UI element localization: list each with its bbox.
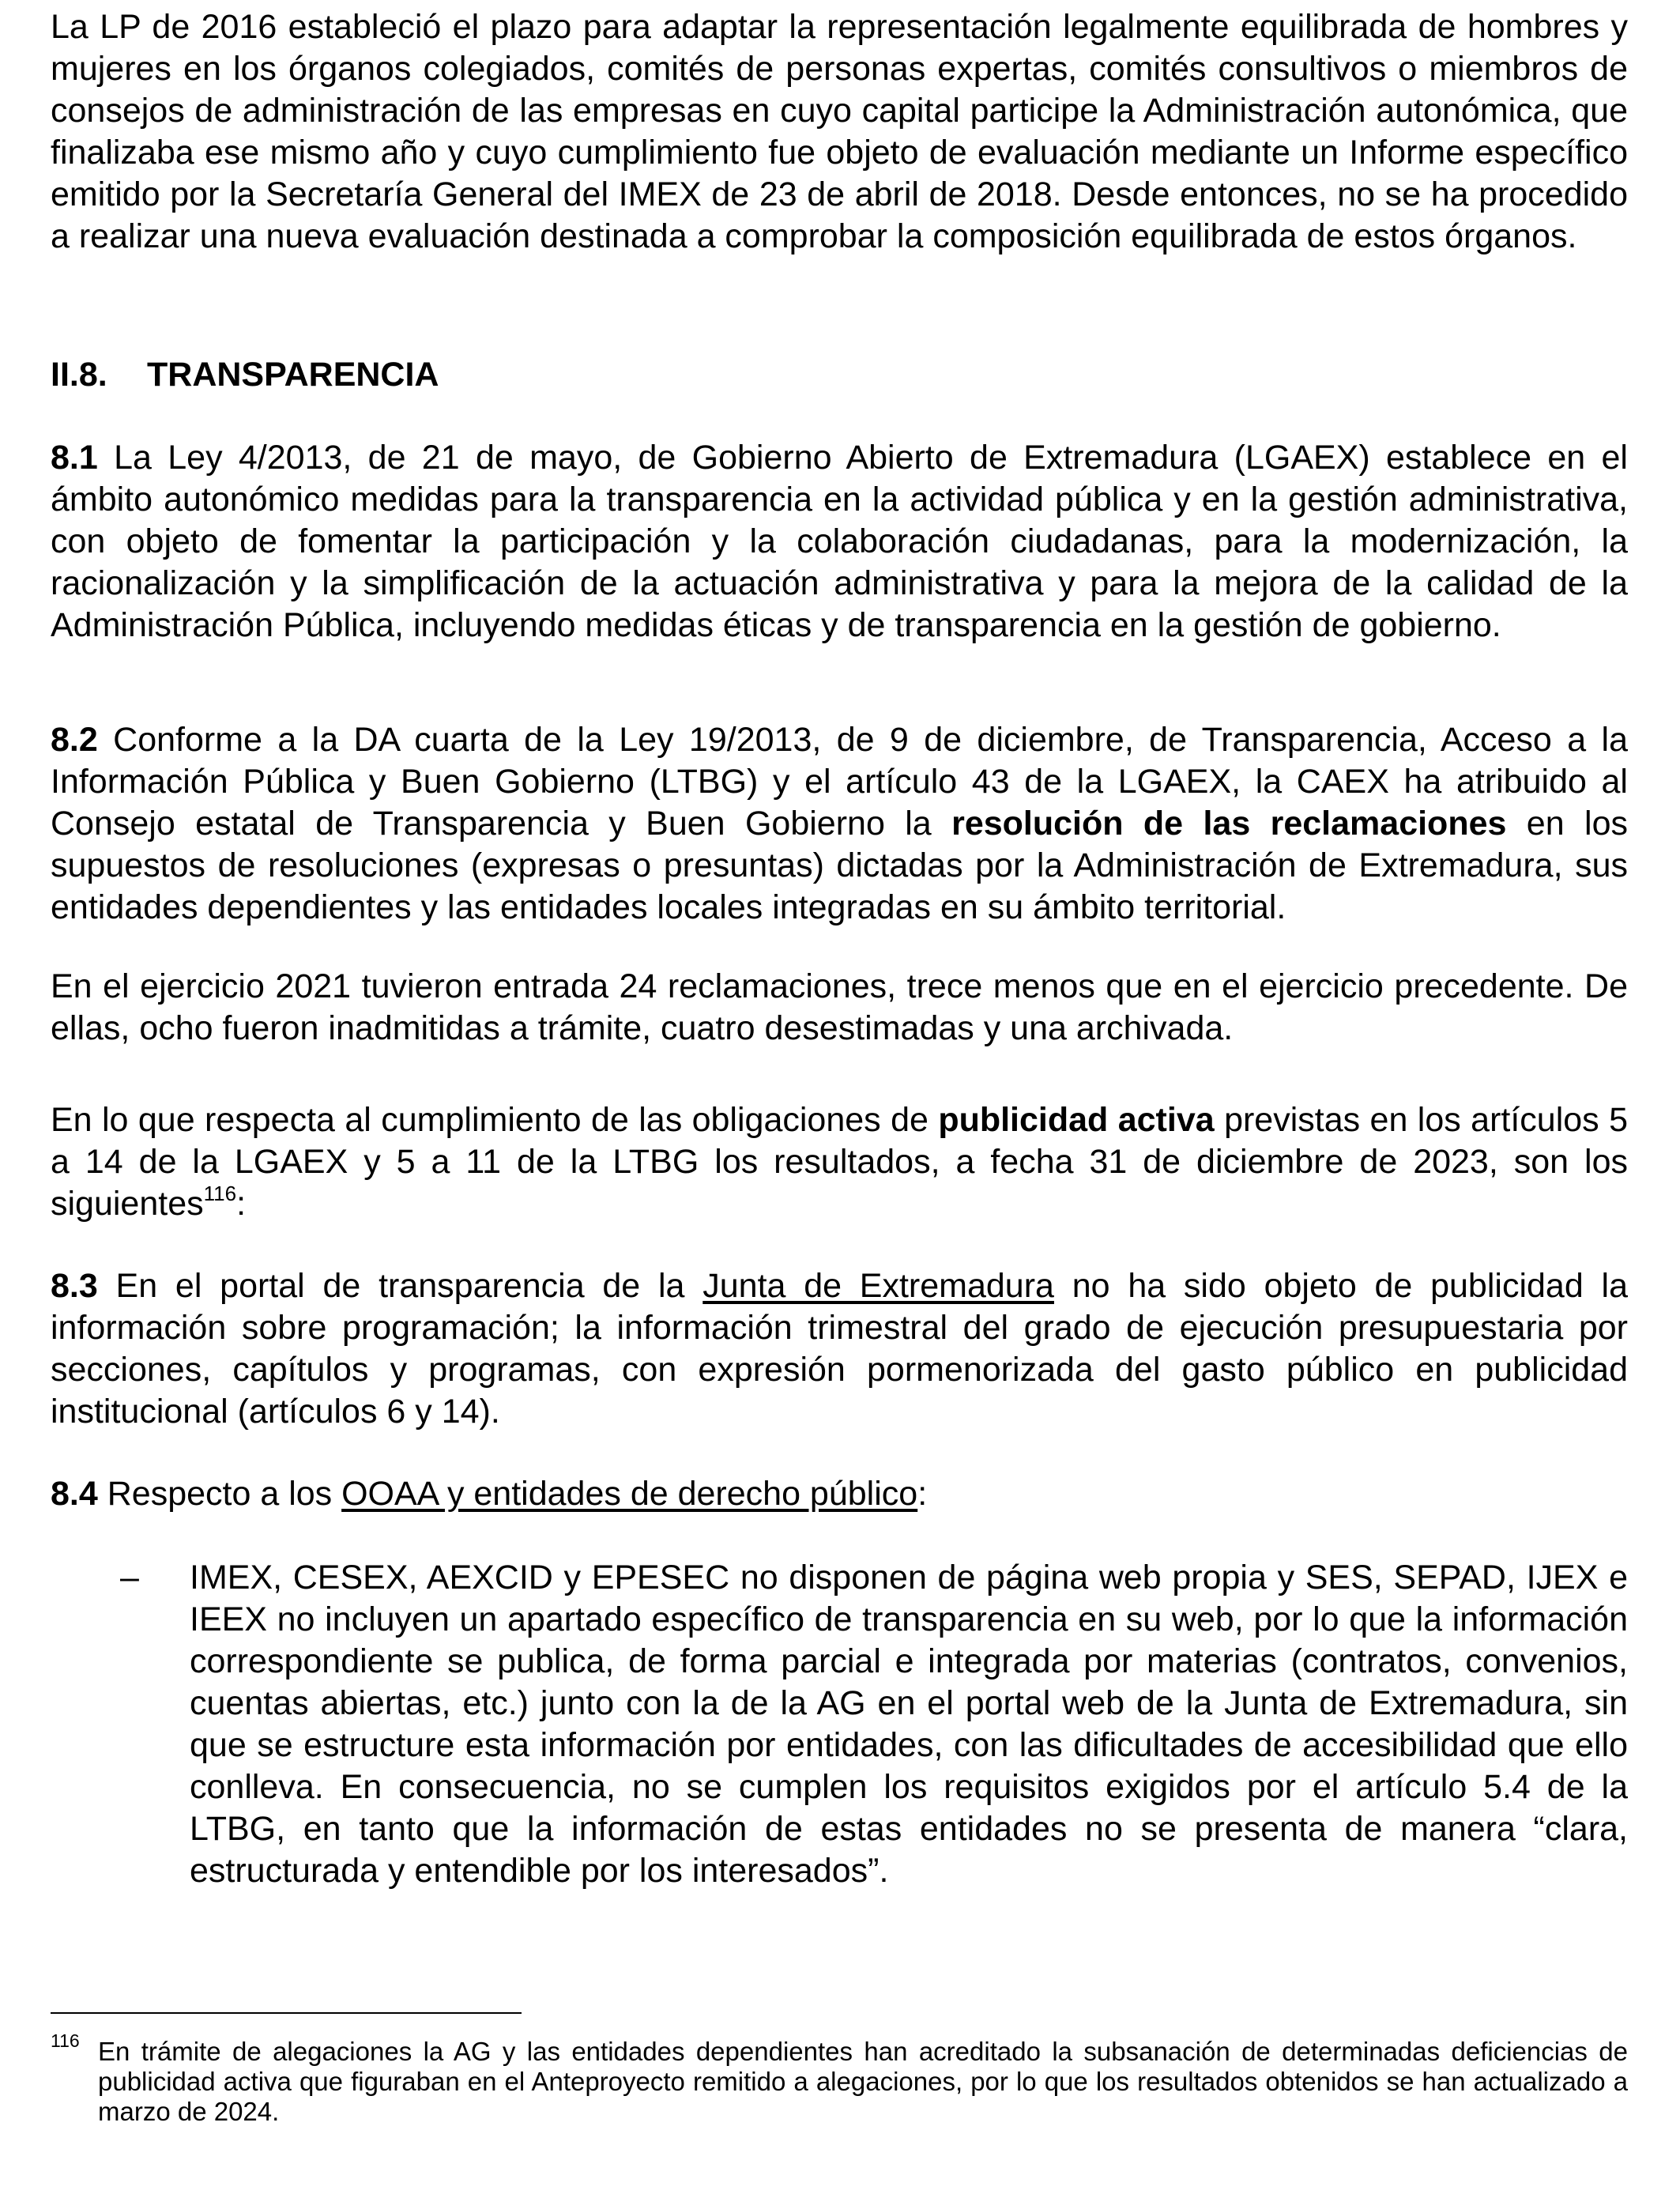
paragraph-text: Conforme a la DA cuarta de la Ley 19/2013, de 9 de diciembre, de Transparencia, Acceso a la Información Pública y Buen Gobierno (LTBG) y el artículo 43 de la LGAEX, la CAEX ha atribuido al Consejo estatal de Transparencia y Buen Gobierno la xyxy=(51,721,1628,843)
paragraph-8-2 xyxy=(51,719,1628,929)
bold-term: resolución de las reclamaciones xyxy=(951,805,1507,843)
paragraph-text: en los supuestos de resoluciones (expresas o presuntas) dictadas por la Administración de Extremadura, sus entidades dependientes y las entidades locales integradas en su ámbito territorial. xyxy=(51,805,1628,926)
paragraph-number: 8.4 xyxy=(51,1475,98,1513)
section-number: II.8. xyxy=(51,356,107,394)
bullet-item: IMEX, CESEX, AEXCID y EPESEC no disponen de página web propia y SES, SEPAD, IJEX e IEEX no incluyen un apartado específico de transparencia en su web, por lo que la información correspondiente se publica, de forma parcial e integrada por materias (contratos, convenios, cuentas abiertas, etc.) junto con la de la AG en el portal web de la Junta de Extremadura, sin que se estructure esta información por entidades, con las dificultades de accesibilidad que ello conlleva. En consecuencia, no se cumplen los requisitos exigidos por el artículo 5.4 de la LTBG, en tanto que la información de estas entidades no se presenta de manera “clara, estructurada y entendible por los interesados”. xyxy=(190,1559,1628,1890)
paragraph-text: La Ley 4/2013, de 21 de mayo, de Gobierno Abierto de Extremadura (LGAEX) establece en el ámbito autonómico medidas para la transparencia en la actividad pública y en la gestión administrativa, con objeto de fomentar la participación y la colaboración ciudadanas, para la modernización, la racionalización y la simplificación de la actuación administrativa y para la mejora de la calidad de la Administración Pública, incluyendo medidas éticas y de transparencia en la gestión de gobierno. xyxy=(51,439,1628,644)
paragraph-text: : xyxy=(917,1475,928,1513)
footnote-reference[interactable]: 116 xyxy=(203,1182,237,1205)
paragraph-8-1 xyxy=(51,437,1628,647)
footnote-separator xyxy=(51,2012,522,2014)
footnote-number: 116 xyxy=(51,2030,80,2051)
paragraph-8-3 xyxy=(51,1265,1628,1433)
paragraph-publicidad-activa xyxy=(51,1099,1628,1225)
paragraph-text: En lo que respecta al cumplimiento de las obligaciones de xyxy=(51,1101,939,1139)
section-title: TRANSPARENCIA xyxy=(147,356,439,394)
paragraph-text: no ha sido objeto de publicidad la información sobre programación; la información trimestral del grado de ejecución presupuestaria por secciones, capítulos y programas, con expresión pormenorizada del gasto público en publicidad institucional (artículos 6 y 14). xyxy=(51,1267,1628,1431)
paragraph-number: 8.1 xyxy=(51,439,98,477)
underlined-term: Junta de Extremadura xyxy=(703,1267,1054,1305)
section-heading xyxy=(51,354,439,396)
bullet-dash: – xyxy=(120,1559,139,1596)
paragraph-text: previstas en los artículos 5 a 14 de la LGAEX y 5 a 11 de la LTBG los resultados, a fecha 31 de diciembre de 2023, son los siguientes xyxy=(51,1101,1628,1223)
footnote-text: En trámite de alegaciones la AG y las entidades dependientes han acreditado la subsanación de determinadas deficiencias de publicidad activa que figuraban en el Anteproyecto remitido a alegaciones, por lo que los resultados obtenidos se han actualizado a marzo de 2024. xyxy=(98,2037,1628,2126)
paragraph-number: 8.3 xyxy=(51,1267,98,1305)
paragraph-text: : xyxy=(236,1185,247,1223)
bold-term: publicidad activa xyxy=(938,1101,1215,1139)
paragraph-text: En el portal de transparencia de la xyxy=(97,1267,703,1305)
underlined-term: OOAA y entidades de derecho público xyxy=(341,1475,918,1513)
paragraph-number: 8.2 xyxy=(51,721,98,759)
paragraph-8-4 xyxy=(51,1473,1628,1515)
paragraph-reclamaciones: En el ejercicio 2021 tuvieron entrada 24 reclamaciones, trece menos que en el ejercicio precedente. De ellas, ocho fueron inadmitidas a trámite, cuatro desestimadas y una archivada. xyxy=(51,967,1628,1047)
paragraph-text: Respecto a los xyxy=(97,1475,342,1513)
paragraph-representacion: La LP de 2016 estableció el plazo para adaptar la representación legalmente equilibrada de hombres y mujeres en los órganos colegiados, comités de personas expertas, comités consultivos o miembros de consejos de administración de las empresas en cuyo capital participe la Administración autonómica, que finalizaba ese mismo año y cuyo cumplimiento fue objeto de evaluación mediante un Informe específico emitido por la Secretaría General del IMEX de 23 de abril de 2018. Desde entonces, no se ha procedido a realizar una nueva evaluación destinada a comprobar la composición equilibrada de estos órganos. xyxy=(51,8,1628,255)
